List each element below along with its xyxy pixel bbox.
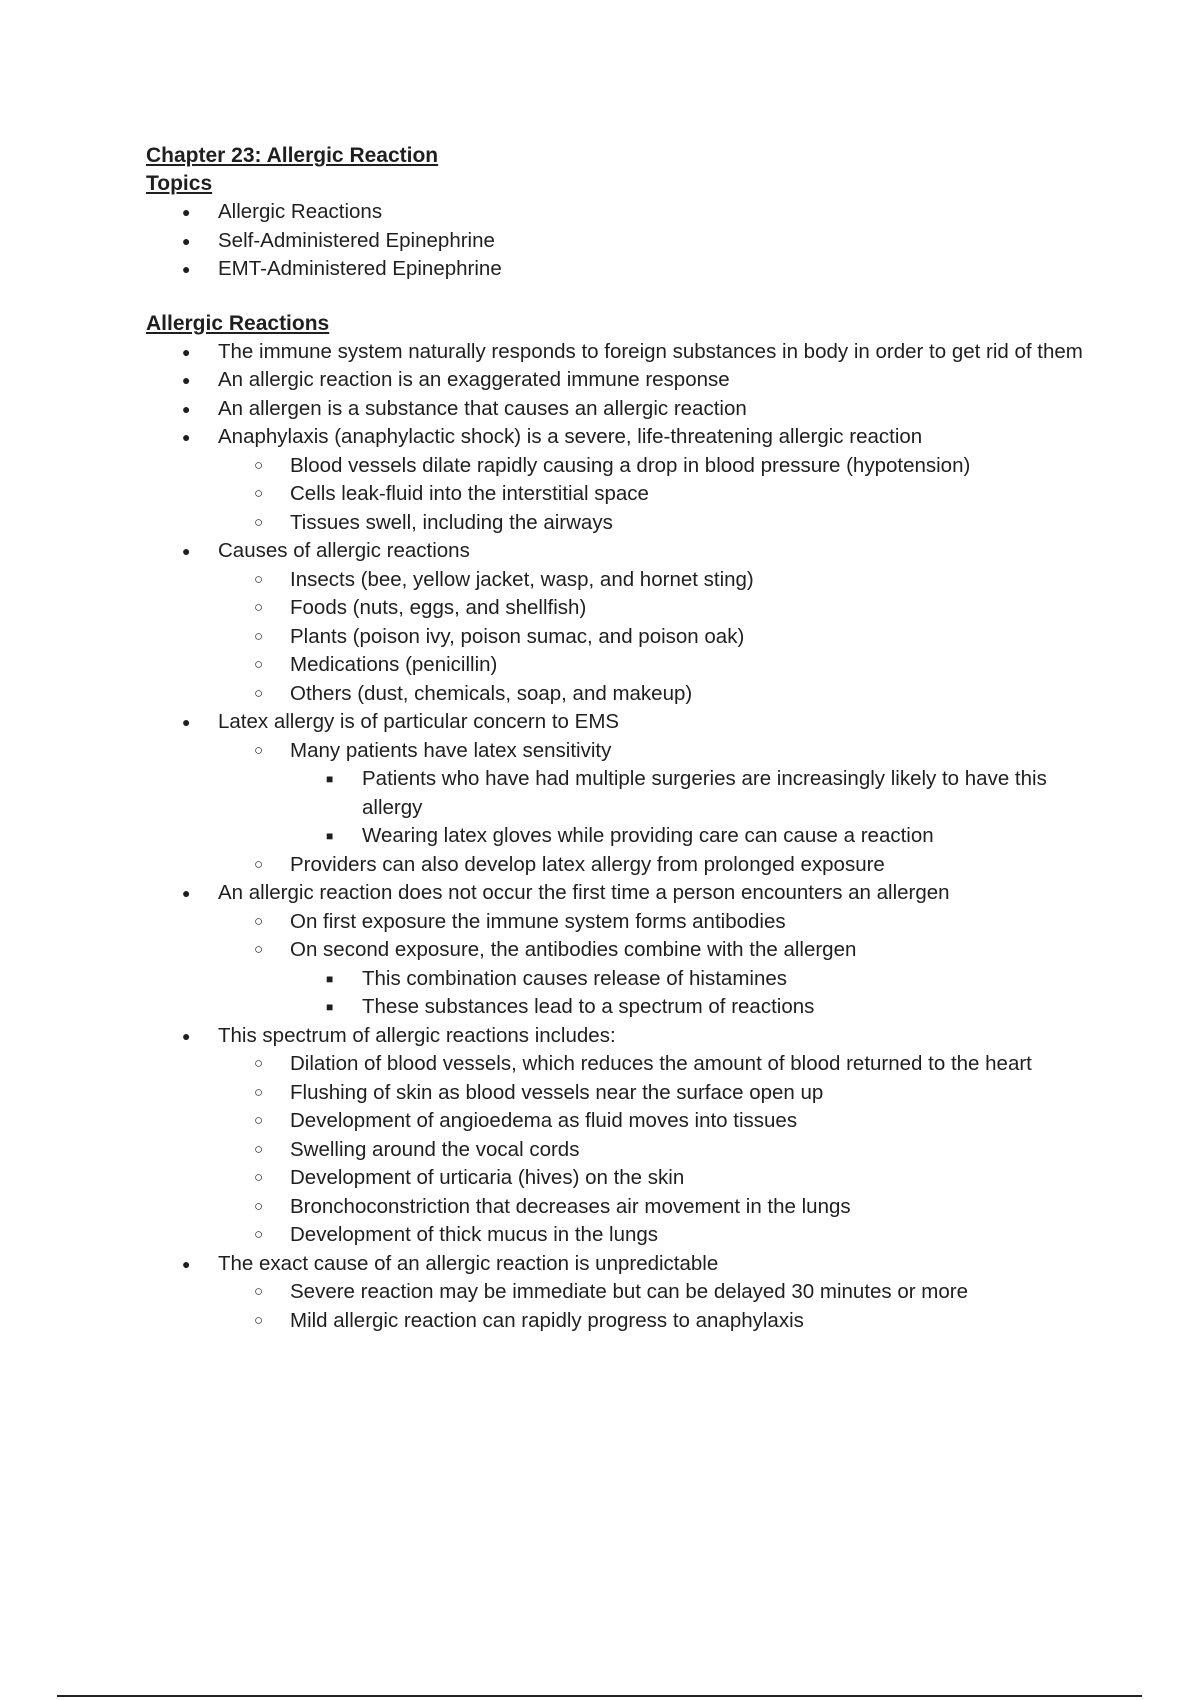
list-item-text: Cells leak-fluid into the interstitial space <box>290 482 649 505</box>
sub-list <box>218 452 1086 538</box>
filled-bullet-icon: ● <box>182 261 191 277</box>
hollow-bullet-icon: ○ <box>254 912 264 930</box>
filled-bullet-icon: ● <box>182 343 191 360</box>
list-item-level-1 <box>146 227 1086 256</box>
hollow-bullet-icon: ○ <box>254 627 264 645</box>
list-item-text: On first exposure the immune system forms antibodies <box>290 909 786 933</box>
square-bullet-icon: ■ <box>326 1000 334 1014</box>
list-item-text: An allergic reaction is an exaggerated immune response <box>218 368 730 391</box>
hollow-bullet-icon: ○ <box>254 1169 264 1186</box>
list-item-text: Tissues swell, including the airways <box>290 510 613 534</box>
topics-heading: Topics <box>146 172 213 195</box>
list-item-level-2 <box>218 1050 1086 1079</box>
list-item-level-2 <box>218 1307 1086 1336</box>
hollow-bullet-icon: ○ <box>254 570 264 588</box>
list-item-level-2 <box>218 1079 1086 1108</box>
sub-sub-list <box>290 965 1086 1022</box>
square-bullet-icon: ■ <box>326 829 334 843</box>
list-item-level-2 <box>218 1107 1086 1136</box>
list-item-level-1 <box>146 198 1086 227</box>
filled-bullet-icon: ● <box>182 1027 191 1044</box>
list-item-text: This spectrum of allergic reactions includes: <box>218 1023 616 1047</box>
hollow-bullet-icon: ○ <box>254 1197 264 1215</box>
list-item-level-1 <box>146 1250 1086 1336</box>
list-item-text: Medications (penicillin) <box>290 653 498 676</box>
section-heading: Allergic Reactions <box>146 311 330 335</box>
list-item-level-2 <box>218 737 1086 851</box>
list-item-level-2 <box>218 651 1086 680</box>
sub-list <box>218 566 1086 709</box>
list-item-level-1 <box>146 708 1086 879</box>
filled-bullet-icon: ● <box>182 400 191 417</box>
list-item-level-2 <box>218 1193 1086 1222</box>
list-item-text: On second exposure, the antibodies combine with the allergen <box>290 938 857 961</box>
filled-bullet-icon: ● <box>182 429 191 445</box>
list-item-text: Development of angioedema as fluid moves into tissues <box>290 1109 798 1132</box>
list-item-text: Latex allergy is of particular concern to EMS <box>218 710 620 733</box>
list-item-text: Plants (poison ivy, poison sumac, and poison oak) <box>290 624 745 648</box>
filled-bullet-icon: ● <box>182 232 191 249</box>
list-item-level-3 <box>290 765 1086 822</box>
page-bottom-rule <box>57 1695 1142 1697</box>
list-item-level-1 <box>146 879 1086 1022</box>
hollow-bullet-icon: ○ <box>254 855 264 873</box>
hollow-bullet-icon: ○ <box>254 1140 264 1158</box>
list-item-level-1 <box>146 366 1086 395</box>
list-item-text: Patients who have had multiple surgeries are increasingly likely to have this allergy <box>362 767 1047 819</box>
list-item-text: Blood vessels dilate rapidly causing a drop in blood pressure (hypotension) <box>290 453 971 477</box>
topics-list <box>146 198 1086 284</box>
list-item-text: Others (dust, chemicals, soap, and makeup) <box>290 681 693 705</box>
list-item-level-1 <box>146 338 1086 367</box>
list-item-level-1 <box>146 537 1086 708</box>
sub-sub-list <box>290 765 1086 851</box>
list-item-text: Dilation of blood vessels, which reduces the amount of blood returned to the heart <box>290 1052 1032 1075</box>
list-item-level-3 <box>290 993 1086 1022</box>
hollow-bullet-icon: ○ <box>254 1083 264 1101</box>
list-item-text: Allergic Reactions <box>218 200 383 223</box>
list-item-text: Bronchoconstriction that decreases air movement in the lungs <box>290 1194 851 1218</box>
list-item-text: Swelling around the vocal cords <box>290 1137 580 1161</box>
list-item-text: An allergen is a substance that causes an allergic reaction <box>218 396 747 420</box>
list-item-level-2 <box>218 851 1086 880</box>
list-item-text: Providers can also develop latex allergy from prolonged exposure <box>290 852 885 876</box>
list-item-level-2 <box>218 566 1086 595</box>
list-item-level-2 <box>218 1221 1086 1250</box>
filled-bullet-icon: ● <box>182 372 191 388</box>
sub-list <box>218 1050 1086 1250</box>
allergic-reactions-list <box>146 338 1086 1336</box>
list-item-text: Wearing latex gloves while providing care can cause a reaction <box>362 824 934 847</box>
list-item-level-2 <box>218 680 1086 709</box>
list-item-level-2 <box>218 452 1086 481</box>
list-item-text: Anaphylaxis (anaphylactic shock) is a severe, life-threatening allergic reaction <box>218 425 923 448</box>
square-bullet-icon: ■ <box>326 772 334 786</box>
list-item-level-2 <box>218 908 1086 937</box>
hollow-bullet-icon: ○ <box>254 456 264 474</box>
list-item-level-1 <box>146 1022 1086 1250</box>
chapter-title: Chapter 23: Allergic Reaction <box>146 144 439 167</box>
hollow-bullet-icon: ○ <box>254 1311 264 1329</box>
hollow-bullet-icon: ○ <box>254 485 264 502</box>
list-item-level-2 <box>218 1136 1086 1165</box>
list-item-text: Mild allergic reaction can rapidly progress to anaphylaxis <box>290 1308 804 1332</box>
list-item-text: The immune system naturally responds to foreign substances in body in order to get rid of them <box>218 339 1083 363</box>
list-item-level-3 <box>290 965 1086 994</box>
list-item-level-2 <box>218 594 1086 623</box>
list-item-text: Flushing of skin as blood vessels near the surface open up <box>290 1080 824 1104</box>
hollow-bullet-icon: ○ <box>254 684 264 702</box>
hollow-bullet-icon: ○ <box>254 1283 264 1300</box>
filled-bullet-icon: ● <box>182 204 191 220</box>
list-item-text: Severe reaction may be immediate but can be delayed 30 minutes or more <box>290 1280 969 1303</box>
square-bullet-icon: ■ <box>326 971 334 986</box>
hollow-bullet-icon: ○ <box>254 1226 264 1243</box>
sub-list <box>218 908 1086 1022</box>
list-item-text: Causes of allergic reactions <box>218 539 470 562</box>
list-item-text: Development of thick mucus in the lungs <box>290 1223 659 1246</box>
list-item-text: Development of urticaria (hives) on the skin <box>290 1166 685 1189</box>
hollow-bullet-icon: ○ <box>254 513 264 531</box>
list-item-text: Foods (nuts, eggs, and shellfish) <box>290 596 587 619</box>
hollow-bullet-icon: ○ <box>254 1112 264 1129</box>
hollow-bullet-icon: ○ <box>254 599 264 616</box>
list-item-level-2 <box>218 1164 1086 1193</box>
list-item-text: This combination causes release of histamines <box>362 966 788 990</box>
list-item-text: Many patients have latex sensitivity <box>290 738 612 762</box>
list-item-text: Insects (bee, yellow jacket, wasp, and hornet sting) <box>290 567 754 591</box>
filled-bullet-icon: ● <box>182 1255 191 1272</box>
filled-bullet-icon: ● <box>182 885 191 901</box>
list-item-level-2 <box>218 623 1086 652</box>
list-item-level-1 <box>146 423 1086 537</box>
list-item-text: These substances lead to a spectrum of reactions <box>362 995 815 1018</box>
list-item-text: EMT-Administered Epinephrine <box>218 257 502 280</box>
list-item-text: The exact cause of an allergic reaction is unpredictable <box>218 1251 719 1275</box>
hollow-bullet-icon: ○ <box>254 741 264 759</box>
list-item-text: An allergic reaction does not occur the first time a person encounters an allergen <box>218 881 950 904</box>
hollow-bullet-icon: ○ <box>254 656 264 673</box>
filled-bullet-icon: ● <box>182 714 191 730</box>
hollow-bullet-icon: ○ <box>254 941 264 958</box>
document-page <box>146 142 1086 1335</box>
list-item-level-3 <box>290 822 1086 851</box>
list-item-level-2 <box>218 1278 1086 1307</box>
list-item-text: Self-Administered Epinephrine <box>218 228 495 252</box>
list-item-level-2 <box>218 936 1086 1022</box>
hollow-bullet-icon: ○ <box>254 1055 264 1072</box>
list-item-level-2 <box>218 480 1086 509</box>
sub-list <box>218 1278 1086 1335</box>
filled-bullet-icon: ● <box>182 543 191 559</box>
list-item-level-1 <box>146 255 1086 284</box>
list-item-level-1 <box>146 395 1086 424</box>
sub-list <box>218 737 1086 880</box>
list-item-level-2 <box>218 509 1086 538</box>
